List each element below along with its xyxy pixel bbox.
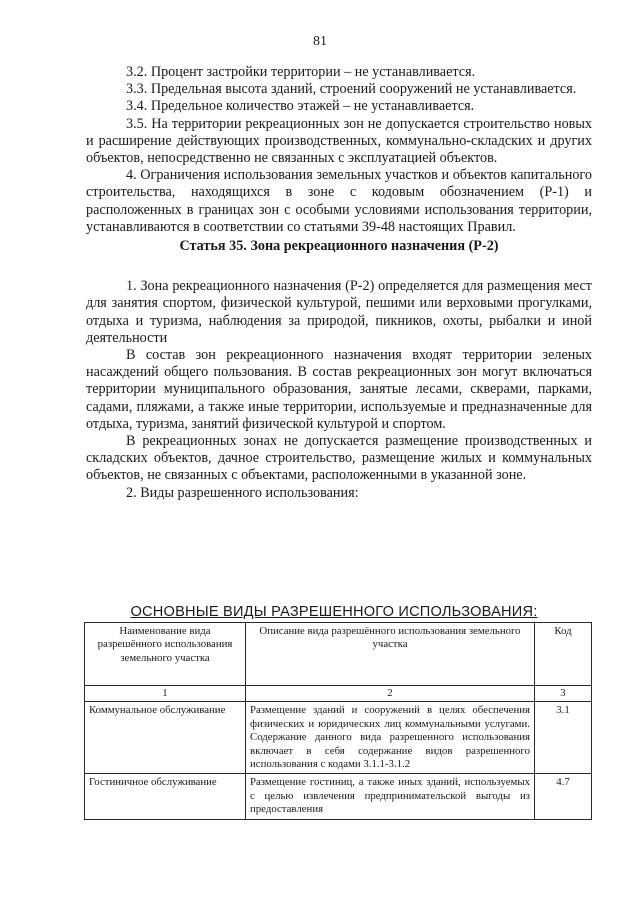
paragraph-3-5: 3.5. На территории рекреационных зон не допускается строительство новых и расширение действующих производственных, коммунально-складских и других объектов, непосредственно не связанных с эксплуатацией объектов. bbox=[86, 115, 592, 167]
table-row bbox=[85, 702, 592, 774]
paragraph-composition: В состав зон рекреационного назначения входят территории зеленых насаждений общего пользования. В состав рекреационных зон могут включаться территории муниципального образования, занятые лесами, скверами, парками, садами, пляжами, а также иные территории, используемые и предназначенные для отдыха, туризма, занятий физической культурой и спортом. bbox=[86, 347, 592, 432]
page-number: 81 bbox=[313, 34, 327, 49]
table-row bbox=[85, 774, 592, 819]
paragraph-2: 2. Виды разрешенного использования: bbox=[126, 484, 359, 501]
use-code: 4.7 bbox=[535, 774, 592, 819]
paragraph-3-3: 3.3. Предельная высота зданий, строений сооружений не устанавливается. bbox=[126, 81, 577, 98]
paragraph-3-2: 3.2. Процент застройки территории – не устанавливается. bbox=[126, 64, 476, 80]
header-name: Наименование вида разрешённого использования земельного участка bbox=[85, 623, 246, 686]
column-number: 3 bbox=[535, 686, 592, 702]
paragraph-restrictions: В рекреационных зонах не допускается размещение производственных и складских объектов, дачное строительство, размещение жилых и коммунальных объектов, не связанных с объектами, расположенными в указанной зоне. bbox=[86, 433, 592, 484]
header-description: Описание вида разрешённого использования земельного участка bbox=[246, 623, 535, 686]
table-header-row bbox=[85, 623, 592, 686]
use-code: 3.1 bbox=[535, 702, 592, 774]
header-code: Код bbox=[535, 623, 592, 686]
paragraph-3-4: 3.4. Предельное количество этажей – не устанавливается. bbox=[126, 98, 475, 115]
column-number-row bbox=[85, 686, 592, 702]
use-name: Гостиничное обслуживание bbox=[85, 774, 246, 819]
use-name: Коммунальное обслуживание bbox=[85, 702, 246, 774]
use-description: Размещение гостиниц, а также иных зданий, используемых с целью извлечения предпринимательской выгоды из предоставления bbox=[246, 774, 535, 819]
column-number: 2 bbox=[246, 686, 535, 702]
permitted-uses-table bbox=[84, 622, 592, 820]
column-number: 1 bbox=[85, 686, 246, 702]
article-heading: Статья 35. Зона рекреационного назначения (Р-2) bbox=[179, 238, 499, 255]
table-title: ОСНОВНЫЕ ВИДЫ РАЗРЕШЕННОГО ИСПОЛЬЗОВАНИЯ: bbox=[130, 604, 538, 620]
use-description: Размещение зданий и сооружений в целях обеспечения физических и юридических лиц коммунальными услугами. Содержание данного вида разрешенного использования включает в себя содержание видов разрешенного использования с кодами 3.1.1-3.1.2 bbox=[246, 702, 535, 774]
document-body bbox=[86, 64, 592, 502]
paragraph-1: 1. Зона рекреационного назначения (Р-2) определяется для размещения мест для занятия спортом, физической культурой, пешими или верховыми прогулками, отдыха и туризма, наблюдения за природой, пикников, охоты, рыбалки и иной деятельности bbox=[86, 278, 592, 346]
paragraph-4: 4. Ограничения использования земельных участков и объектов капитального строительства, находящихся в зоне с кодовым обозначением (Р-1) и расположенных в границах зон с особыми условиями использования территории, устанавливаются в соответствии со статьями 39-48 настоящих Правил. bbox=[86, 167, 592, 235]
